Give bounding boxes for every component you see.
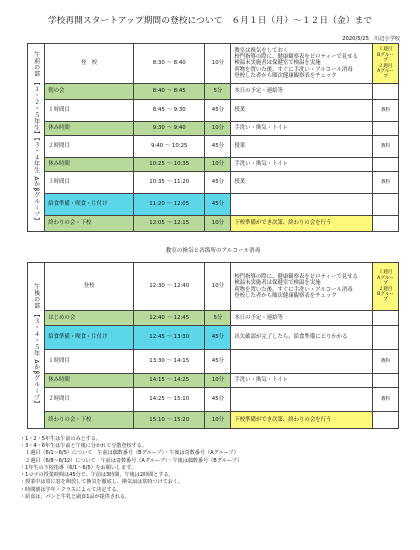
group-cell	[373, 311, 399, 326]
note-cell: 教室は換気をしておく 校門指導の際に、健康観察表をピロティーで見せる 検温未実施者は保健室で検温を実施 荷物を置いた後、すぐに手洗い・アルコール消毒 登校した者から順次健康観察表をチェック	[231, 44, 373, 84]
note-cell: 下校準備ができ次第、終わりの会を行う	[231, 216, 373, 232]
note-cell: 本日の予定・連絡等	[231, 84, 373, 100]
ventilation-note: 教室の換気と各箇所のアルコール消毒	[165, 248, 261, 254]
note-cell: 手洗い・換気・トイレ	[231, 122, 373, 136]
minutes-cell: 10分	[205, 263, 231, 311]
activity-cell: 休み時間	[45, 158, 134, 172]
note-line: ・1コマの授業時間は45分で、午前は3時間、午後は2時間とする。	[20, 472, 174, 479]
schedule-row	[28, 311, 399, 326]
activity-cell: １時間目	[45, 350, 134, 374]
group-cell	[373, 374, 399, 388]
note-cell: 手洗い・換気・トイレ	[231, 374, 373, 388]
activity-cell: 休み時間	[45, 374, 134, 388]
time-cell: 15:10 〜 15:20	[133, 412, 204, 429]
activity-cell: 休み時間	[45, 122, 134, 136]
date-line: 2020/5/25 川辺小学校	[342, 36, 400, 42]
group-cell: 教科	[373, 350, 399, 374]
schedule-row	[28, 172, 399, 194]
note-cell: 下校準備ができ次第、終わりの会を行う	[231, 412, 373, 429]
group-cell: 教科	[373, 100, 399, 122]
time-cell: 14:25 〜 15:10	[133, 388, 204, 412]
group-cell	[373, 84, 399, 100]
minutes-cell: 45分	[205, 100, 231, 122]
note-line: ・授業中は常に窓を開放して換気を徹底し、換気扇は常時つけておく。	[20, 479, 183, 486]
note-cell: 授業	[231, 136, 373, 158]
time-cell: 10:25 〜 10:35	[133, 158, 204, 172]
schedule-row	[28, 263, 399, 311]
time-cell: 13:30 〜 14:15	[133, 350, 204, 374]
minutes-cell: 5分	[205, 311, 231, 326]
schedule-row	[28, 158, 399, 172]
minutes-cell: 5分	[205, 84, 231, 100]
activity-cell: １時間目	[45, 100, 134, 122]
schedule-row	[28, 388, 399, 412]
group-cell: 教科	[373, 388, 399, 412]
schedule-row	[28, 350, 399, 374]
schedule-row	[28, 194, 399, 216]
period-label: 午後の部 【３・４・５年 Aかβグループ】	[32, 283, 40, 408]
period-label-cell	[28, 44, 45, 232]
minutes-cell: 45分	[205, 388, 231, 412]
time-cell: 12:45 〜 13:30	[133, 326, 204, 350]
group-cell: １週目 Bグループ ２週目 Aグループ	[373, 44, 399, 84]
note-line: ・給食は、パンと牛乳と副食1品が提供される。	[20, 493, 131, 500]
time-cell: 12:40 〜 12:45	[133, 311, 204, 326]
note-line: ・1年生の下校指導（6/1〜6/5）をお願いします。	[20, 464, 137, 471]
note-cell: 本日の予定・連絡等	[231, 311, 373, 326]
note-line: ・時間割は学年・クラスによって決定する。	[20, 486, 122, 493]
period-label-cell	[28, 263, 45, 429]
minutes-cell: 10分	[205, 122, 231, 136]
page-title: 学校再開スタートアップ期間の登校について ６月１日（月）～１２日（金）まで	[47, 16, 373, 26]
group-cell: 教科	[373, 172, 399, 194]
note-cell	[231, 194, 373, 216]
morning-schedule-table	[27, 43, 399, 232]
schedule-row	[28, 374, 399, 388]
note-line: １週目（6/1〜6/5）について 午前は偶数番号（Bグループ）・午後は奇数番号（Aグループ）	[20, 450, 239, 457]
period-label: 午前の部 【１・２・５年生】【３・４年生 Aかβグループ】	[32, 50, 40, 225]
group-cell	[373, 158, 399, 172]
schedule-row	[28, 412, 399, 429]
activity-cell: ３時間目	[45, 172, 134, 194]
group-cell	[373, 122, 399, 136]
group-cell	[373, 194, 399, 216]
minutes-cell: 10分	[205, 374, 231, 388]
note-cell: 校門指導の際に、健康観察表をピロティーで見せる 検温未実施者は保健室で検温を実施 荷物を置いた後、すぐに手洗い・アルコール消毒 登校した者から順次健康観察表をチェック	[231, 263, 373, 311]
activity-cell: 登校	[45, 263, 134, 311]
activity-cell: 終わりの会・下校	[45, 412, 134, 429]
note-line: ２週目（6/8〜6/12）について 午前は奇数番号（Aグループ）・午後は偶数番号（Bグループ）	[20, 457, 242, 464]
activity-cell: 終わりの会・下校	[45, 216, 134, 232]
group-cell: １週目 Aグループ ２週目 Bグループ	[373, 263, 399, 311]
activity-cell: ２時間目	[45, 136, 134, 158]
minutes-cell: 45分	[205, 350, 231, 374]
activity-cell: 登 校	[45, 44, 134, 84]
note-cell: 出欠確認が完了したら、給食準備にとりかかる	[231, 326, 373, 350]
note-cell: 手洗い・換気・トイレ	[231, 158, 373, 172]
minutes-cell: 45分	[205, 172, 231, 194]
time-cell: 12:05 〜 12:15	[133, 216, 204, 232]
schedule-row	[28, 84, 399, 100]
time-cell: 10:35 〜 11:20	[133, 172, 204, 194]
afternoon-schedule-table	[27, 262, 399, 429]
time-cell: 8:30 〜 8:40	[133, 44, 204, 84]
minutes-cell: 45分	[205, 136, 231, 158]
activity-cell: 朝の会	[45, 84, 134, 100]
note-cell	[231, 388, 373, 412]
minutes-cell: 10分	[205, 216, 231, 232]
activity-cell: はじめの会	[45, 311, 134, 326]
time-cell: 9:30 〜 9:40	[133, 122, 204, 136]
note-cell: 授業	[231, 100, 373, 122]
schedule-row	[28, 44, 399, 84]
note-cell	[231, 350, 373, 374]
time-cell: 12:30 〜 12:40	[133, 263, 204, 311]
time-cell: 8:40 〜 8:45	[133, 84, 204, 100]
time-cell: 11:20 〜 12:05	[133, 194, 204, 216]
time-cell: 14:15 〜 14:25	[133, 374, 204, 388]
activity-cell: ２時間目	[45, 388, 134, 412]
minutes-cell: 10分	[205, 158, 231, 172]
time-cell: 9:40 〜 10:25	[133, 136, 204, 158]
note-line: ・1・2・5年生は午前のみとする。	[20, 436, 102, 442]
minutes-cell: 45分	[205, 194, 231, 216]
schedule-row	[28, 100, 399, 122]
group-cell	[373, 216, 399, 232]
schedule-row	[28, 122, 399, 136]
minutes-cell: 45分	[205, 326, 231, 350]
activity-cell: 給食準備・喫食・片付け	[45, 326, 134, 350]
minutes-cell: 10分	[205, 412, 231, 429]
group-cell	[373, 326, 399, 350]
activity-cell: 給食準備・喫食・片付け	[45, 194, 134, 216]
group-cell	[373, 412, 399, 429]
group-cell: 教科	[373, 136, 399, 158]
note-line: ・3・4・6年生は午前と午後に分かれて分散登校する。	[20, 443, 147, 450]
schedule-row	[28, 326, 399, 350]
schedule-row	[28, 216, 399, 232]
schedule-row	[28, 136, 399, 158]
time-cell: 8:45 〜 9:30	[133, 100, 204, 122]
minutes-cell: 10分	[205, 44, 231, 84]
note-cell: 授業	[231, 172, 373, 194]
notes-list	[20, 436, 400, 501]
